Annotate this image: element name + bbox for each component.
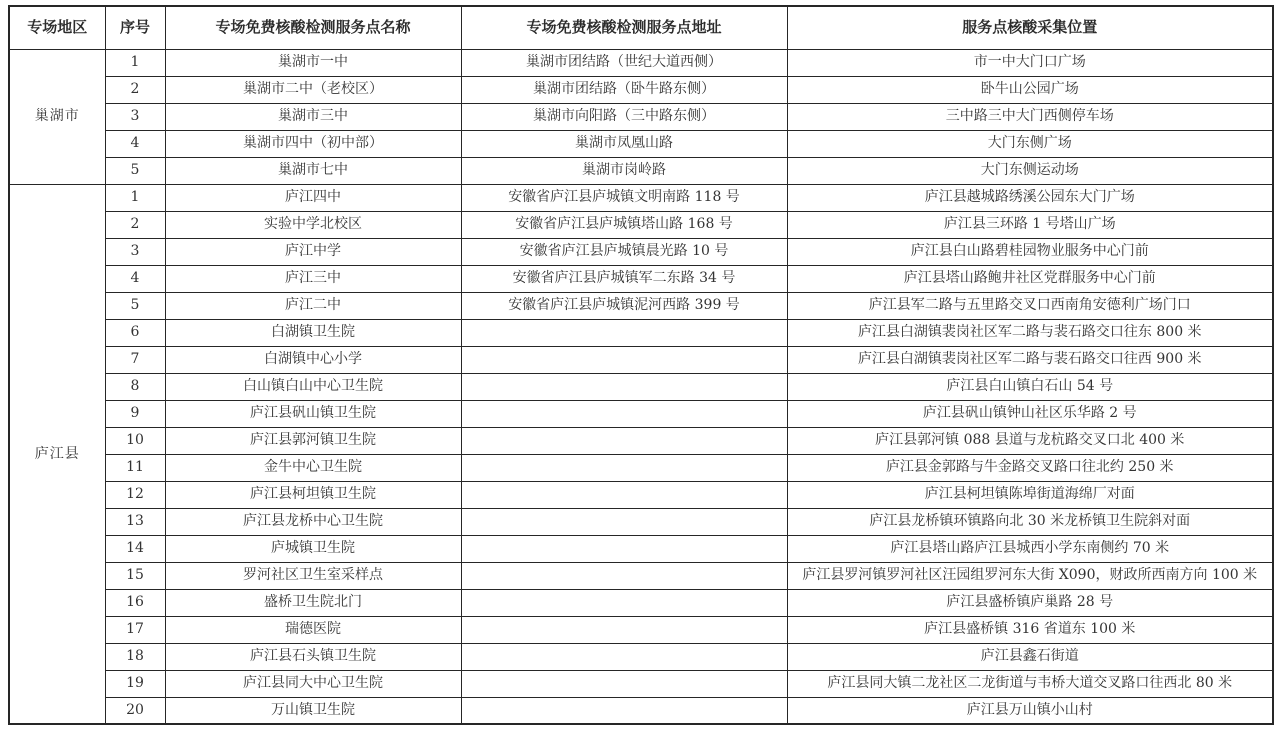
table-row bbox=[9, 616, 1273, 643]
site-name-cell: 罗河社区卫生室采样点 bbox=[165, 562, 461, 589]
column-header-4: 服务点核酸采集位置 bbox=[787, 6, 1273, 49]
testing-sites-table bbox=[8, 5, 1274, 725]
site-address-cell bbox=[461, 346, 787, 373]
site-name-cell: 庐江三中 bbox=[165, 265, 461, 292]
site-address-cell: 安徽省庐江县庐城镇泥河西路 399 号 bbox=[461, 292, 787, 319]
site-address-cell: 巢湖市岗岭路 bbox=[461, 157, 787, 184]
site-address-cell bbox=[461, 697, 787, 724]
collection-location-cell: 庐江县白山路碧桂园物业服务中心门前 bbox=[787, 238, 1273, 265]
site-address-cell: 巢湖市向阳路（三中路东侧） bbox=[461, 103, 787, 130]
row-number-cell: 5 bbox=[105, 292, 165, 319]
site-address-cell: 安徽省庐江县庐城镇晨光路 10 号 bbox=[461, 238, 787, 265]
table-row bbox=[9, 130, 1273, 157]
row-number-cell: 7 bbox=[105, 346, 165, 373]
table-row bbox=[9, 265, 1273, 292]
table-header-row bbox=[9, 6, 1273, 49]
row-number-cell: 17 bbox=[105, 616, 165, 643]
site-address-cell bbox=[461, 670, 787, 697]
table-row bbox=[9, 292, 1273, 319]
collection-location-cell: 卧牛山公园广场 bbox=[787, 76, 1273, 103]
collection-location-cell: 庐江县白湖镇裴岗社区军二路与裴石路交口往东 800 米 bbox=[787, 319, 1273, 346]
site-address-cell bbox=[461, 616, 787, 643]
site-address-cell: 巢湖市团结路（卧牛路东侧） bbox=[461, 76, 787, 103]
row-number-cell: 13 bbox=[105, 508, 165, 535]
column-header-0: 专场地区 bbox=[9, 6, 105, 49]
region-cell: 庐江县 bbox=[9, 184, 105, 724]
column-header-3: 专场免费核酸检测服务点地址 bbox=[461, 6, 787, 49]
table-row bbox=[9, 508, 1273, 535]
collection-location-cell: 庐江县柯坦镇陈埠街道海绵厂对面 bbox=[787, 481, 1273, 508]
site-name-cell: 白湖镇卫生院 bbox=[165, 319, 461, 346]
table-row bbox=[9, 76, 1273, 103]
row-number-cell: 1 bbox=[105, 184, 165, 211]
table-row bbox=[9, 211, 1273, 238]
site-address-cell bbox=[461, 643, 787, 670]
row-number-cell: 12 bbox=[105, 481, 165, 508]
table-row bbox=[9, 49, 1273, 76]
collection-location-cell: 庐江县矾山镇钟山社区乐华路 2 号 bbox=[787, 400, 1273, 427]
collection-location-cell: 庐江县白湖镇裴岗社区军二路与裴石路交口往西 900 米 bbox=[787, 346, 1273, 373]
collection-location-cell: 庐江县鑫石街道 bbox=[787, 643, 1273, 670]
site-address-cell: 安徽省庐江县庐城镇文明南路 118 号 bbox=[461, 184, 787, 211]
row-number-cell: 15 bbox=[105, 562, 165, 589]
site-address-cell: 巢湖市凤凰山路 bbox=[461, 130, 787, 157]
row-number-cell: 1 bbox=[105, 49, 165, 76]
site-name-cell: 白湖镇中心小学 bbox=[165, 346, 461, 373]
collection-location-cell: 庐江县盛桥镇庐巢路 28 号 bbox=[787, 589, 1273, 616]
site-address-cell bbox=[461, 535, 787, 562]
table-row bbox=[9, 373, 1273, 400]
table-row bbox=[9, 454, 1273, 481]
site-name-cell: 巢湖市七中 bbox=[165, 157, 461, 184]
collection-location-cell: 市一中大门口广场 bbox=[787, 49, 1273, 76]
row-number-cell: 11 bbox=[105, 454, 165, 481]
column-header-1: 序号 bbox=[105, 6, 165, 49]
table-row bbox=[9, 670, 1273, 697]
collection-location-cell: 庐江县盛桥镇 316 省道东 100 米 bbox=[787, 616, 1273, 643]
row-number-cell: 16 bbox=[105, 589, 165, 616]
row-number-cell: 5 bbox=[105, 157, 165, 184]
site-name-cell: 庐江县矾山镇卫生院 bbox=[165, 400, 461, 427]
site-name-cell: 庐江县郭河镇卫生院 bbox=[165, 427, 461, 454]
table-row bbox=[9, 400, 1273, 427]
table-row bbox=[9, 535, 1273, 562]
row-number-cell: 6 bbox=[105, 319, 165, 346]
region-cell: 巢湖市 bbox=[9, 49, 105, 184]
site-name-cell: 万山镇卫生院 bbox=[165, 697, 461, 724]
collection-location-cell: 庐江县万山镇小山村 bbox=[787, 697, 1273, 724]
row-number-cell: 19 bbox=[105, 670, 165, 697]
site-address-cell bbox=[461, 589, 787, 616]
collection-location-cell: 庐江县郭河镇 088 县道与龙杭路交叉口北 400 米 bbox=[787, 427, 1273, 454]
row-number-cell: 4 bbox=[105, 130, 165, 157]
table-row bbox=[9, 184, 1273, 211]
collection-location-cell: 大门东侧运动场 bbox=[787, 157, 1273, 184]
site-address-cell bbox=[461, 427, 787, 454]
header-row bbox=[9, 6, 1273, 49]
site-name-cell: 盛桥卫生院北门 bbox=[165, 589, 461, 616]
table-body bbox=[9, 49, 1273, 724]
row-number-cell: 2 bbox=[105, 76, 165, 103]
site-name-cell: 瑞德医院 bbox=[165, 616, 461, 643]
table-row bbox=[9, 697, 1273, 724]
row-number-cell: 4 bbox=[105, 265, 165, 292]
collection-location-cell: 庐江县龙桥镇环镇路向北 30 米龙桥镇卫生院斜对面 bbox=[787, 508, 1273, 535]
site-name-cell: 庐江二中 bbox=[165, 292, 461, 319]
site-address-cell bbox=[461, 400, 787, 427]
row-number-cell: 9 bbox=[105, 400, 165, 427]
row-number-cell: 14 bbox=[105, 535, 165, 562]
site-name-cell: 金牛中心卫生院 bbox=[165, 454, 461, 481]
collection-location-cell: 大门东侧广场 bbox=[787, 130, 1273, 157]
table-row bbox=[9, 481, 1273, 508]
site-name-cell: 庐江中学 bbox=[165, 238, 461, 265]
collection-location-cell: 庐江县三环路 1 号塔山广场 bbox=[787, 211, 1273, 238]
collection-location-cell: 庐江县白山镇白石山 54 号 bbox=[787, 373, 1273, 400]
site-name-cell: 巢湖市一中 bbox=[165, 49, 461, 76]
table-row bbox=[9, 238, 1273, 265]
row-number-cell: 2 bbox=[105, 211, 165, 238]
row-number-cell: 3 bbox=[105, 103, 165, 130]
table-row bbox=[9, 157, 1273, 184]
collection-location-cell: 庐江县塔山路鲍井社区党群服务中心门前 bbox=[787, 265, 1273, 292]
table-row bbox=[9, 346, 1273, 373]
site-address-cell bbox=[461, 508, 787, 535]
site-address-cell: 安徽省庐江县庐城镇塔山路 168 号 bbox=[461, 211, 787, 238]
site-name-cell: 巢湖市三中 bbox=[165, 103, 461, 130]
collection-location-cell: 庐江县军二路与五里路交叉口西南角安德利广场门口 bbox=[787, 292, 1273, 319]
site-name-cell: 实验中学北校区 bbox=[165, 211, 461, 238]
site-name-cell: 庐江县龙桥中心卫生院 bbox=[165, 508, 461, 535]
site-name-cell: 庐江四中 bbox=[165, 184, 461, 211]
row-number-cell: 20 bbox=[105, 697, 165, 724]
collection-location-cell: 庐江县罗河镇罗河社区汪园组罗河东大街 X090，财政所西南方向 100 米 bbox=[787, 562, 1273, 589]
collection-location-cell: 庐江县塔山路庐江县城西小学东南侧约 70 米 bbox=[787, 535, 1273, 562]
site-address-cell bbox=[461, 373, 787, 400]
site-name-cell: 庐江县石头镇卫生院 bbox=[165, 643, 461, 670]
site-name-cell: 巢湖市四中（初中部） bbox=[165, 130, 461, 157]
site-name-cell: 巢湖市二中（老校区） bbox=[165, 76, 461, 103]
collection-location-cell: 庐江县金郭路与牛金路交叉路口往北约 250 米 bbox=[787, 454, 1273, 481]
collection-location-cell: 三中路三中大门西侧停车场 bbox=[787, 103, 1273, 130]
collection-location-cell: 庐江县越城路绣溪公园东大门广场 bbox=[787, 184, 1273, 211]
site-address-cell bbox=[461, 454, 787, 481]
table-row bbox=[9, 589, 1273, 616]
table-row bbox=[9, 562, 1273, 589]
site-address-cell bbox=[461, 562, 787, 589]
site-address-cell bbox=[461, 319, 787, 346]
site-address-cell bbox=[461, 481, 787, 508]
site-name-cell: 庐城镇卫生院 bbox=[165, 535, 461, 562]
table-row bbox=[9, 643, 1273, 670]
site-name-cell: 庐江县柯坦镇卫生院 bbox=[165, 481, 461, 508]
row-number-cell: 8 bbox=[105, 373, 165, 400]
site-address-cell: 安徽省庐江县庐城镇军二东路 34 号 bbox=[461, 265, 787, 292]
column-header-2: 专场免费核酸检测服务点名称 bbox=[165, 6, 461, 49]
site-name-cell: 白山镇白山中心卫生院 bbox=[165, 373, 461, 400]
row-number-cell: 3 bbox=[105, 238, 165, 265]
table-row bbox=[9, 427, 1273, 454]
row-number-cell: 18 bbox=[105, 643, 165, 670]
table-row bbox=[9, 319, 1273, 346]
site-name-cell: 庐江县同大中心卫生院 bbox=[165, 670, 461, 697]
collection-location-cell: 庐江县同大镇二龙社区二龙街道与韦桥大道交叉路口往西北 80 米 bbox=[787, 670, 1273, 697]
site-address-cell: 巢湖市团结路（世纪大道西侧） bbox=[461, 49, 787, 76]
row-number-cell: 10 bbox=[105, 427, 165, 454]
table-row bbox=[9, 103, 1273, 130]
